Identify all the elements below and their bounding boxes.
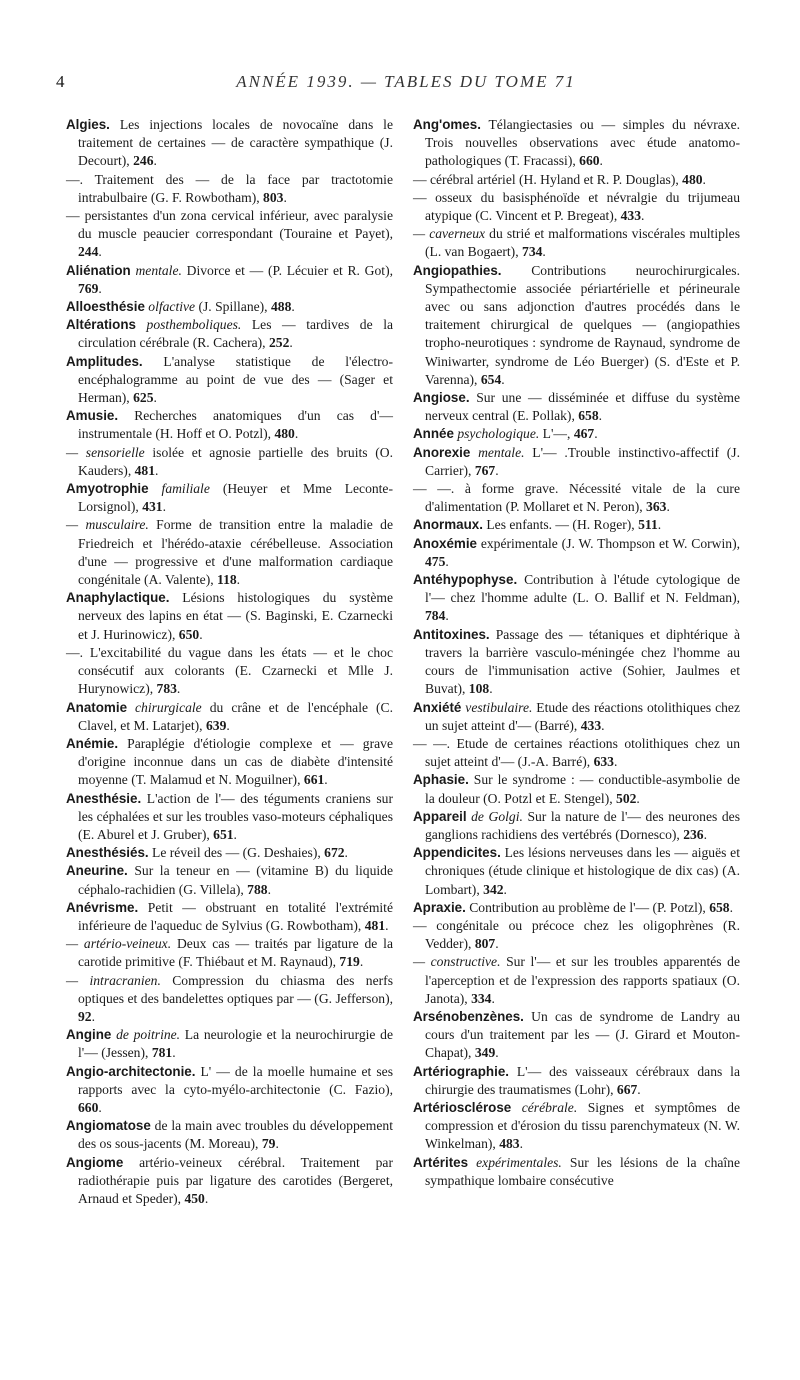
entry-text: Signes et symptômes de compression et d'érosion du tissu parenchymateux (N. W. Winkelman), — [425, 1099, 741, 1152]
entry-end: . — [172, 1045, 176, 1061]
entry-text: Forme de transition entre la maladie de Friedreich et l'hérédo-ataxie cérébelleuse. Association d'une — progressive et d'une malformation cardiaque congénitale (A. Valente), — [78, 517, 393, 588]
index-entry — [413, 1154, 740, 1190]
entry-headword: Angiomatose — [66, 1118, 151, 1134]
index-entry — [413, 571, 740, 626]
entry-page-ref: 488 — [270, 299, 292, 315]
index-entry — [413, 516, 740, 534]
entry-headword: Année — [413, 426, 454, 442]
entry-headword: Aliénation — [66, 262, 131, 278]
entry-text: artério-veineux cérébral. Traitement par radiothérapie puis par ligature des carotides (Bergeret, Arnaud et Speder), — [78, 1154, 393, 1206]
entry-qualifier: mentale. — [470, 444, 525, 460]
entry-text: expérimentale (J. W. Thompson et W. Corwin), — [477, 535, 740, 551]
entry-page-ref: 108 — [468, 681, 490, 697]
entry-end: . — [599, 153, 603, 169]
entry-page-ref: 342 — [483, 881, 504, 897]
entry-end: . — [613, 754, 618, 770]
entry-page-ref: 431 — [142, 499, 163, 515]
page-header — [56, 72, 756, 96]
entry-end: . — [162, 499, 166, 515]
entry-qualifier: chirurgicale — [127, 699, 202, 715]
entry-headword: Artérites — [413, 1154, 469, 1170]
entry-headword: Antitoxines. — [413, 626, 490, 642]
entry-qualifier: expérimentales. — [468, 1154, 562, 1170]
entry-end: . — [153, 390, 157, 406]
entry-headword: Amplitudes. — [66, 353, 143, 369]
entry-end: . — [275, 1136, 279, 1152]
entry-text: du strié et malformations viscérales multiples (L. van Bogaert), — [425, 226, 740, 260]
entry-text: du crâne et de l'encéphale (C. Clavel, et M. Latarjet), — [78, 699, 394, 733]
entry-page-ref: 246 — [133, 153, 154, 169]
entry-text: (Heuyer et Mme Leconte-Lorsignol), — [78, 481, 393, 515]
index-entry — [413, 1008, 740, 1063]
entry-end: . — [98, 280, 102, 296]
index-entry — [66, 298, 393, 316]
entry-page-ref: 650 — [178, 626, 200, 642]
running-title: ANNÉE 1939. — TABLES DU TOME 71 — [236, 72, 576, 91]
entry-qualifier: — intracranien. — [66, 972, 161, 988]
entry-text: — cérébral artériel (H. Hyland et R. P. Douglas), — [413, 171, 683, 187]
entry-text: Les lésions nerveuses dans les — aiguës et chroniques (étude clinique et histologique de dix cas) (A. Lombart), — [425, 845, 740, 897]
entry-text: Deux cas — traités par ligature de la carotide primitive (F. Thiébaut et M. Raynaud), — [78, 936, 393, 970]
entry-qualifier: psychologique. — [453, 426, 540, 442]
entry-page-ref: 481 — [134, 462, 156, 478]
entry-text: — persistantes d'un zona cervical inférieur, avec paralysie du muscle peaucier correspondant (Touraine et Payet), — [66, 208, 393, 242]
entry-text: (J. Spillane), — [195, 299, 271, 315]
entry-qualifier: mentale. — [130, 262, 182, 278]
entry-headword: Anaphylactique. — [66, 590, 170, 606]
entry-headword: Apraxie. — [413, 899, 466, 915]
index-entry — [66, 1117, 393, 1153]
index-entry — [413, 225, 740, 261]
index-entry — [66, 844, 393, 862]
entry-page-ref: 252 — [268, 335, 290, 351]
entry-text: Compression du chiasma des nerfs optiques et des bandelettes optiques par — (G. Jefferson), — [78, 972, 393, 1006]
entry-text: Sur l'— et sur les troubles apparentés de l'aperception et de l'expression des rapports spatiaux (O. Janota), — [425, 954, 740, 1006]
entry-page-ref: 788 — [247, 881, 268, 897]
entry-headword: Artériographie. — [413, 1063, 509, 1079]
entry-page-ref: 79 — [261, 1136, 276, 1152]
entry-end: . — [294, 426, 299, 442]
entry-page-ref: 803 — [263, 189, 284, 205]
entry-text: Les — tardives de la circulation cérébrale (R. Cachera), — [78, 317, 394, 351]
entry-text: Contributions neurochirurgicales. Sympathectomie associée périartérielle et périneurale avec ou sans adjonction d'autres procédés dans le traitement chirurgical de quelques — (angiopathies tropho-neurotiques : syndrome de Raynaud, syndrome de Winiwarter, syndrome de Léo Buerger) (S. d'Este et P. Varenna), — [425, 262, 740, 387]
entry-end: . — [291, 299, 295, 315]
entry-text: L'action de l'— des téguments craniens sur les céphalées et sur les troubles vaso-moteurs céphaliques (E. Aburel et J. Gruber), — [78, 790, 393, 842]
entry-end: . — [226, 717, 230, 733]
right-column — [413, 116, 740, 1190]
entry-headword: Anoxémie — [413, 535, 477, 551]
entry-page-ref: 660 — [579, 153, 600, 169]
index-entry — [66, 972, 393, 1027]
entry-page-ref: 625 — [133, 390, 154, 406]
entry-end: . — [594, 426, 598, 442]
entry-qualifier: cérébrale. — [511, 1099, 578, 1115]
entry-text: — congénitale ou précoce chez les oligophrènes (R. Vedder), — [413, 917, 740, 952]
index-entry — [66, 171, 393, 207]
index-entry — [66, 699, 393, 735]
index-entry — [413, 189, 740, 225]
entry-end: . — [236, 572, 241, 588]
index-entry — [413, 1063, 740, 1099]
entry-page-ref: 450 — [184, 1190, 205, 1206]
entry-page-ref: 363 — [646, 499, 667, 515]
entry-end: . — [495, 936, 499, 952]
entry-text: Divorce et — (P. Lécuier et R. Got), — [181, 262, 393, 278]
entry-text: L'— des vaisseaux cérébraux dans la chirurgie des traumatismes (Lohr), — [425, 1063, 740, 1097]
entry-end: . — [601, 717, 605, 733]
entry-text: Sur les lésions de la chaîne sympathique lombaire consécutive — [425, 1154, 741, 1188]
index-entry — [66, 116, 393, 171]
entry-end: . — [385, 917, 389, 933]
entry-headword: Altérations — [66, 317, 136, 333]
entry-text: Passage des — tétaniques et diphtérique à travers la barrière vasculo-méningée chez l'homme au cours de l'immunisation active (Sohier, Jaulmes et Buvat), — [425, 626, 740, 697]
index-entry — [413, 808, 740, 844]
entry-page-ref: 769 — [78, 280, 99, 296]
entry-qualifier: olfactive — [144, 299, 196, 315]
entry-end: . — [542, 244, 546, 260]
entry-headword: Arsénobenzènes. — [413, 1008, 524, 1024]
entry-text: — —. Etude de certaines réactions otolithiques chez un sujet atteint d'— (J.-A. Barré), — [413, 735, 740, 770]
entry-text: de la main avec troubles du développement des os sous-jacents (M. Moreau), — [78, 1118, 393, 1152]
entry-headword: Anxiété — [413, 699, 462, 715]
entry-headword: Appareil — [413, 808, 467, 824]
entry-text: Un cas de syndrome de Landry au cours d'un traitement par les — (J. Girard et Mouton-Chapat), — [425, 1008, 740, 1061]
entry-end: . — [598, 408, 603, 424]
entry-page-ref: 660 — [78, 1099, 99, 1115]
index-entry — [66, 516, 393, 589]
entry-text: Contribution à l'étude cytologique de l'— chez l'homme adulte (L. O. Ballif et N. Feldman), — [425, 572, 740, 606]
entry-page-ref: 783 — [156, 681, 177, 697]
entry-end: . — [344, 845, 348, 861]
index-entry — [413, 262, 740, 389]
entry-text: Sur le syndrome : — conductible-asymbolie de la douleur (O. Potzl et E. Stengel), — [425, 772, 740, 806]
entry-text: L'—, — [539, 426, 574, 442]
entry-text: Etude des réactions otolithiques chez un sujet atteint d'— (Barré), — [425, 699, 740, 733]
entry-end: . — [445, 553, 449, 569]
entry-headword: Antéhypophyse. — [413, 572, 518, 588]
entry-text: Les injections locales de novocaïne dans le traitement de certaines — de caractère sympathique (J. Decourt), — [78, 117, 393, 169]
entry-end: . — [445, 608, 449, 624]
entry-text: Les enfants. — (H. Roger), — [482, 517, 639, 533]
entry-end: . — [495, 462, 499, 478]
entry-text: Sur une — disséminée et diffuse du système nerveux central (E. Pollak), — [425, 390, 740, 424]
entry-end: . — [666, 499, 670, 515]
entry-end: . — [491, 990, 495, 1006]
entry-page-ref: 433 — [620, 208, 642, 224]
index-entry — [66, 207, 393, 262]
entry-text: isolée et agnosie partielle des bruits (O. Kauders), — [78, 444, 393, 478]
index-entry — [66, 444, 393, 480]
entry-page-ref: 767 — [474, 462, 496, 478]
entry-headword: Aphasie. — [413, 772, 469, 788]
entry-headword: Anormaux. — [413, 517, 483, 533]
entry-headword: Angiopathies. — [413, 262, 502, 278]
entry-headword: Anesthésiés. — [66, 845, 149, 861]
entry-page-ref: 719 — [339, 954, 360, 970]
index-entry — [66, 862, 393, 898]
entry-end: . — [637, 1081, 641, 1097]
entry-page-ref: 475 — [425, 553, 446, 569]
index-entry — [66, 790, 393, 845]
entry-end: . — [289, 335, 293, 351]
entry-text: Contribution au problème de l'— (P. Potzl), — [465, 899, 710, 915]
index-entry — [413, 480, 740, 516]
entry-end: . — [636, 790, 640, 806]
entry-page-ref: 244 — [78, 244, 99, 260]
index-entry — [413, 917, 740, 953]
entry-qualifier: vestibulaire. — [461, 699, 533, 715]
entry-end: . — [98, 244, 102, 260]
entry-page-ref: 467 — [573, 426, 595, 442]
entry-end: . — [489, 681, 493, 697]
index-entry — [413, 626, 740, 699]
entry-headword: Angiome — [66, 1154, 124, 1170]
entry-page-ref: 483 — [499, 1136, 520, 1152]
entry-page-ref: 511 — [638, 517, 658, 533]
index-entry — [66, 589, 393, 644]
entry-page-ref: 480 — [682, 171, 703, 187]
index-entry — [413, 771, 740, 807]
entry-qualifier: — musculaire. — [66, 517, 149, 533]
entry-text: Le réveil des — (G. Deshaies), — [148, 845, 325, 861]
entry-end: . — [199, 626, 203, 642]
index-entry — [66, 935, 393, 971]
entry-text: Paraplégie d'étiologie complexe et — grave d'origine inconnue dans un cas de diabète d'intensité moyenne (T. Malamud et N. Moguilner), — [78, 735, 393, 788]
entry-page-ref: 734 — [522, 244, 543, 260]
entry-end: . — [283, 189, 287, 205]
index-entry — [413, 389, 740, 425]
entry-end: . — [657, 517, 662, 533]
entry-text: Lésions histologiques du système nerveux des lapins en état — (S. Baginski, E. Czarnecki et J. Hurinowicz), — [78, 590, 393, 642]
index-entry — [66, 480, 393, 516]
entry-headword: Anatomie — [66, 699, 128, 715]
entry-page-ref: 639 — [205, 717, 227, 733]
entry-end: . — [324, 772, 328, 788]
index-entry — [413, 699, 740, 735]
entry-headword: Ang'omes. — [413, 117, 481, 132]
index-entry — [66, 1026, 393, 1062]
entry-page-ref: 236 — [683, 826, 704, 842]
entry-qualifier: — artério-veineux. — [66, 936, 172, 952]
entry-headword: Appendicites. — [413, 845, 501, 861]
entry-headword: Algies. — [66, 117, 110, 132]
left-column — [66, 116, 393, 1208]
entry-page-ref: 480 — [274, 426, 295, 442]
entry-headword: Anévrisme. — [66, 899, 139, 915]
entry-page-ref: 661 — [303, 772, 325, 788]
index-entry — [413, 116, 740, 171]
entry-end: . — [267, 881, 271, 897]
index-entry — [413, 735, 740, 771]
entry-page-ref: 433 — [580, 717, 602, 733]
entry-page-ref: 658 — [578, 408, 599, 424]
index-entry — [66, 353, 393, 408]
entry-text: Sur la teneur en — (vitamine B) du liquide céphalo-rachidien (G. Villela), — [78, 863, 393, 897]
index-entry — [413, 844, 740, 899]
page-number: 4 — [56, 72, 65, 91]
index-entry — [66, 644, 393, 699]
entry-end: . — [155, 462, 159, 478]
entry-text: Sur la nature de l'— des neurones des ganglions rachidiens des vertébrés (Dornesco), — [425, 808, 740, 842]
entry-text: — osseux du basisphénoïde et névralgie du trijumeau atypique (C. Vincent et P. Bregeat), — [413, 189, 740, 224]
entry-qualifier: — constructive. — [413, 954, 501, 970]
entry-headword: Aneurine. — [66, 863, 128, 879]
entry-end: . — [519, 1136, 523, 1152]
entry-headword: Amusie. — [66, 408, 119, 424]
entry-headword: Angiose. — [413, 390, 470, 406]
index-entry — [413, 535, 740, 571]
entry-end: . — [204, 1190, 209, 1206]
entry-headword: Anesthésie. — [66, 790, 142, 806]
entry-end: . — [233, 826, 237, 842]
index-entry — [66, 1154, 393, 1209]
entry-text: Recherches anatomiques d'un cas d'— instrumentale (H. Hoff et O. Potzl), — [78, 408, 393, 442]
index-entry — [413, 425, 740, 443]
entry-page-ref: 481 — [364, 917, 386, 933]
entry-end: . — [702, 171, 706, 187]
entry-qualifier: de poitrine. — [111, 1027, 181, 1043]
index-entry — [66, 262, 393, 298]
entry-end: . — [98, 1099, 102, 1115]
entry-headword: Angine — [66, 1027, 112, 1043]
entry-headword: Alloesthésie — [66, 299, 145, 315]
entry-text: —. L'excitabilité du vague dans les états — et le choc consécutif aux colorants (E. Czarnecki et Mlle J. Hurynowicz), — [66, 644, 393, 697]
entry-qualifier: — caverneux — [413, 226, 486, 242]
entry-page-ref: 349 — [474, 1045, 496, 1061]
entry-end: . — [359, 954, 364, 970]
entry-page-ref: 633 — [593, 754, 614, 770]
entry-headword: Artériosclérose — [413, 1099, 512, 1115]
entry-qualifier: — sensorielle — [66, 444, 145, 460]
entry-page-ref: 658 — [709, 899, 730, 915]
entry-end: . — [176, 681, 181, 697]
index-entry — [66, 899, 393, 935]
entry-text: Petit — obstruant en totalité l'extrémité inférieure de l'aqueduc de Sylvius (G. Rowbotham), — [78, 899, 393, 933]
entry-page-ref: 654 — [480, 371, 502, 387]
entry-qualifier: de Golgi. — [466, 808, 523, 824]
index-entry — [413, 171, 740, 189]
entry-text: L' — de la moelle humaine et ses rapports avec la cyto-myélo-architectonie (C. Fazio), — [78, 1063, 393, 1097]
entry-text: L'analyse statistique de l'électro-encéphalogramme au point de vue des — (Sager et Herman), — [78, 353, 393, 406]
entry-text: —. Traitement des — de la face par tractotomie intrabulbaire (G. F. Rowbotham), — [66, 171, 393, 205]
entry-end: . — [153, 153, 157, 169]
index-entry — [66, 316, 393, 352]
index-entry — [413, 444, 740, 480]
entry-end: . — [495, 1045, 499, 1061]
entry-headword: Anorexie — [413, 444, 471, 460]
entry-qualifier: familiale — [148, 481, 210, 497]
entry-page-ref: 502 — [616, 790, 637, 806]
entry-end: . — [703, 826, 707, 842]
entry-headword: Angio-architectonie. — [66, 1063, 196, 1079]
entry-end: . — [91, 1008, 95, 1024]
entry-end: . — [729, 899, 733, 915]
entry-text: La neurologie et la neurochirurgie de l'— (Jessen), — [78, 1027, 393, 1061]
index-entry — [413, 1099, 740, 1154]
index-entry — [413, 899, 740, 917]
entry-end: . — [503, 881, 507, 897]
entry-page-ref: 651 — [213, 826, 234, 842]
entry-page-ref: 118 — [217, 572, 237, 588]
entry-page-ref: 672 — [324, 845, 345, 861]
entry-page-ref: 781 — [151, 1045, 173, 1061]
entry-end: . — [641, 208, 645, 224]
index-entry — [66, 1063, 393, 1118]
entry-page-ref: 334 — [471, 990, 492, 1006]
index-entry — [66, 407, 393, 443]
entry-end: . — [501, 371, 505, 387]
entry-text: — —. à forme grave. Nécessité vitale de la cure d'alimentation (P. Mollaret et N. Peron), — [413, 481, 740, 515]
index-entry — [66, 735, 393, 790]
entry-headword: Amyotrophie — [66, 481, 149, 497]
entry-page-ref: 667 — [616, 1081, 638, 1097]
entry-text: Télangiectasies ou — simples du névraxe. Trois nouvelles observations avec étude anatomo-pathologiques (T. Fracassi), — [425, 117, 740, 169]
index-entry — [413, 953, 740, 1008]
entry-page-ref: 784 — [425, 608, 446, 624]
entry-page-ref: 807 — [474, 936, 496, 952]
entry-text: L'— .Trouble instinctivo-affectif (J. Carrier), — [425, 444, 740, 478]
entry-headword: Anémie. — [66, 735, 119, 751]
entry-page-ref: 92 — [78, 1008, 92, 1024]
entry-qualifier: posthemboliques. — [135, 317, 242, 333]
